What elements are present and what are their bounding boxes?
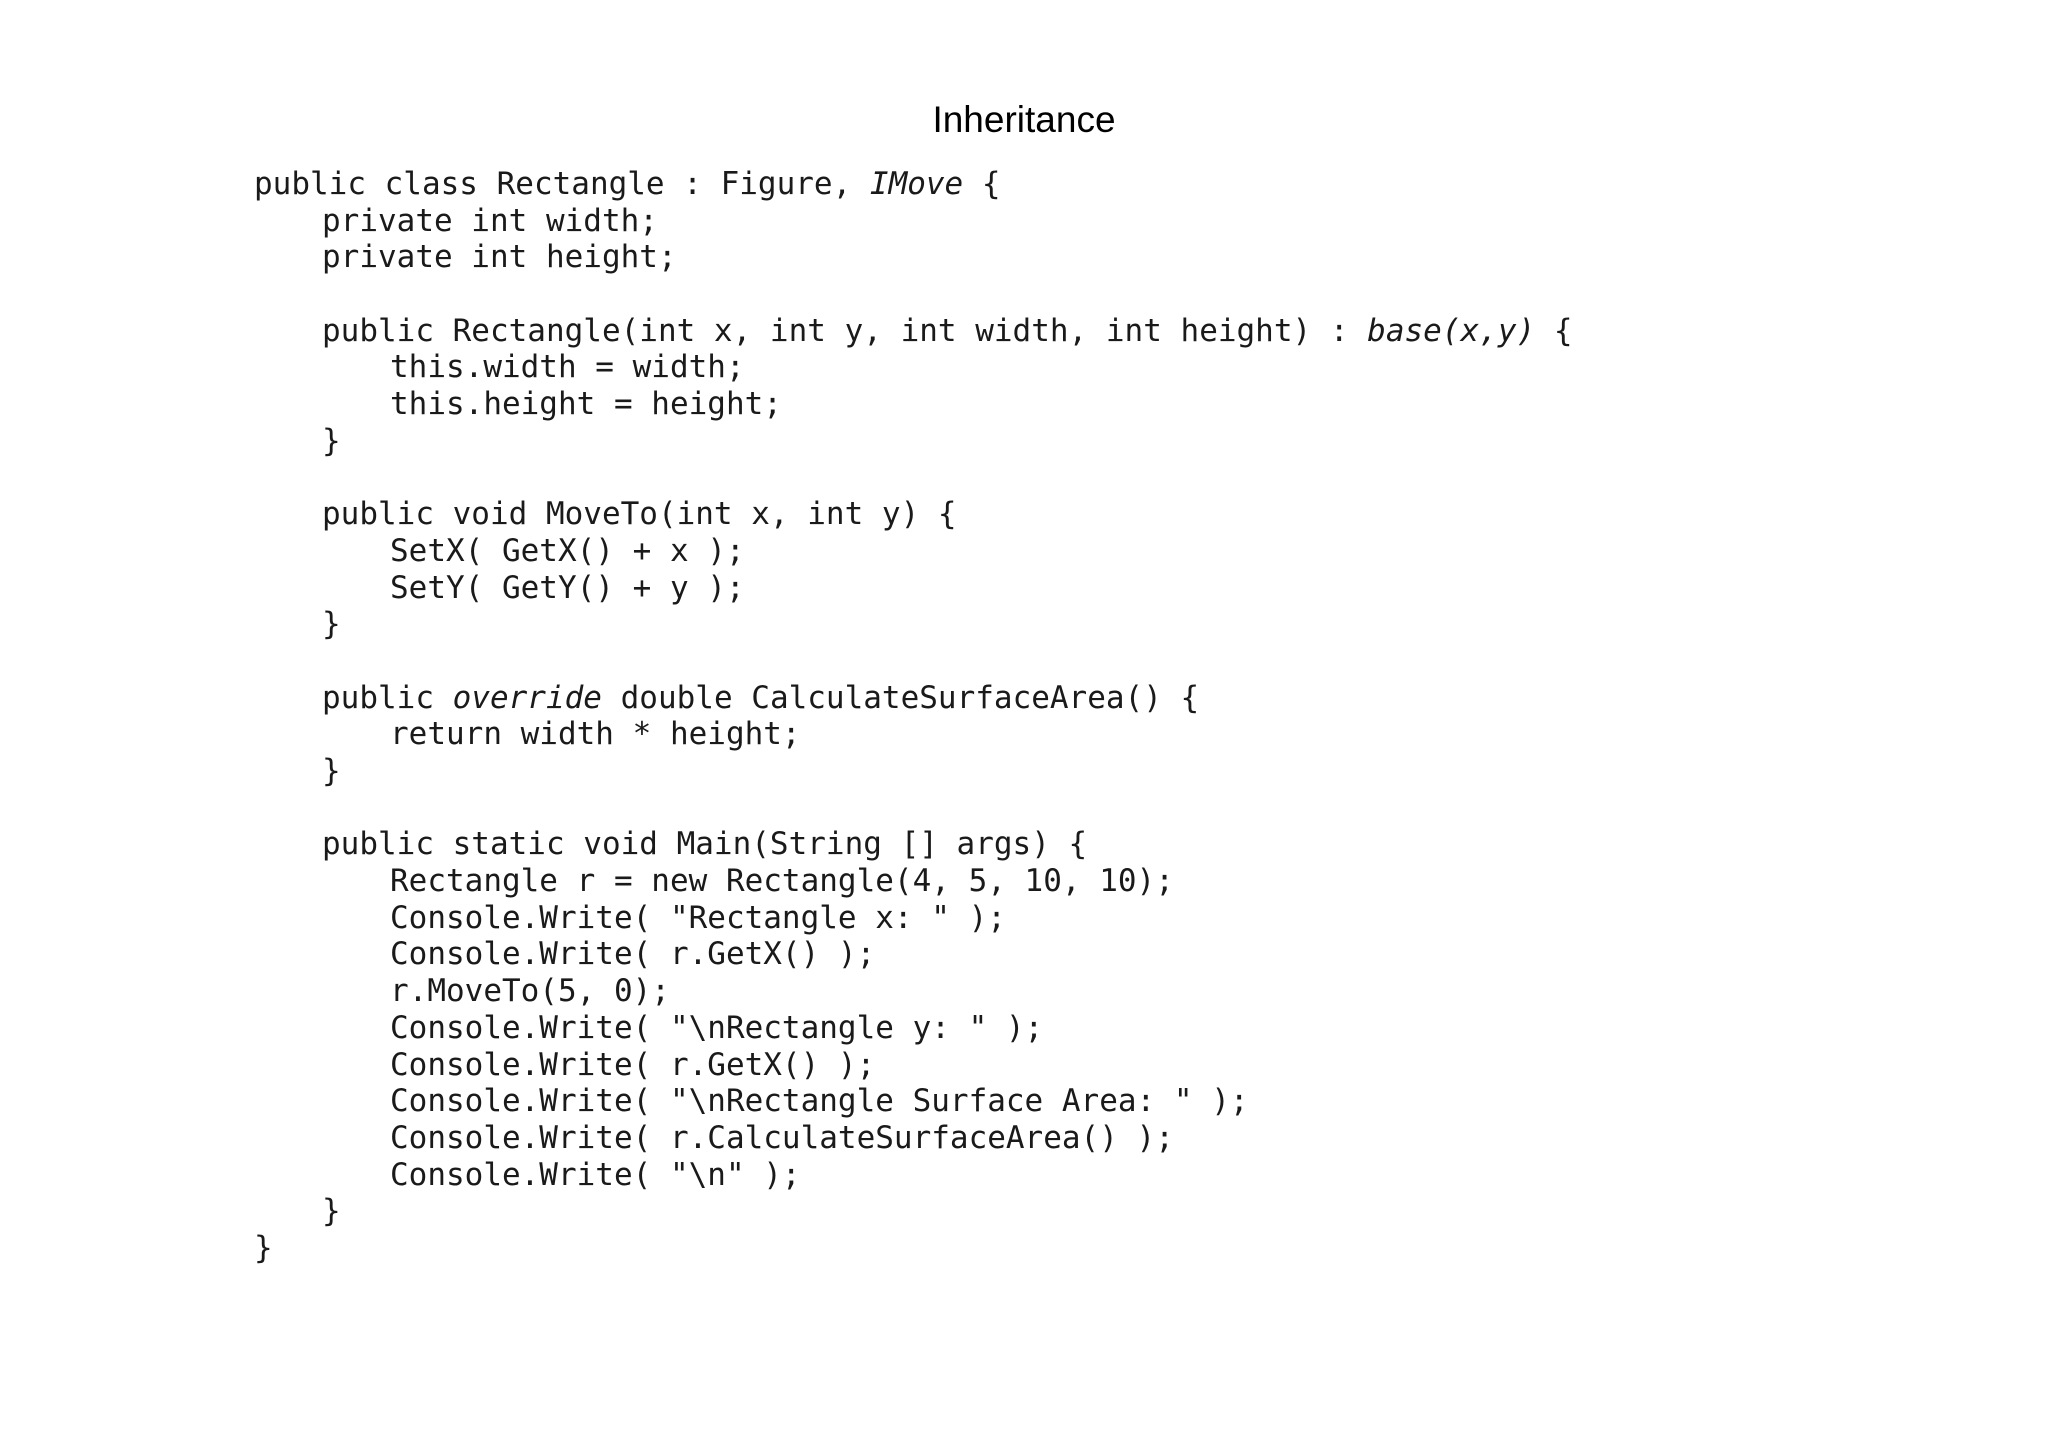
code-line-write-area: Console.Write( r.CalculateSurfaceArea() ); [390,1119,1174,1156]
code-token: public class Rectangle : Figure, [254,166,870,202]
code-token: double CalculateSurfaceArea() { [601,679,1200,716]
code-line-blank [254,460,1572,497]
code-token-interface: IMove [869,166,964,202]
code-line-close-brace: } [322,1193,341,1230]
code-line-close-brace: } [322,753,341,789]
code-line-assign-height: this.height = height; [390,386,782,423]
code-line-area-signature [254,680,1572,717]
code-line-close-brace: } [322,422,341,459]
code-block [254,166,1572,1267]
code-line-field-width: private int width; [322,202,658,239]
code-line-blank [254,276,1572,313]
code-token-override: override [452,679,602,716]
code-line-close-brace: } [322,606,341,643]
code-line-assign-width: this.width = width; [390,349,745,386]
code-line-moveto-call: r.MoveTo(5, 0); [390,973,670,1010]
code-line-field-height: private int height; [322,239,677,276]
code-line-setx: SetX( GetX() + x ); [390,532,745,569]
code-line-write-getx: Console.Write( r.GetX() ); [390,1046,876,1083]
code-line-new-rectangle: Rectangle r = new Rectangle(4, 5, 10, 10); [390,863,1174,900]
code-line-constructor [254,313,1572,350]
code-line-blank [254,790,1572,827]
code-line-write-getx: Console.Write( r.GetX() ); [390,936,876,973]
code-line-write-area-label: Console.Write( "\nRectangle Surface Area: " ); [390,1083,1249,1120]
code-token: { [1535,312,1573,349]
code-line-close-brace: } [254,1229,273,1266]
code-line-write-newline: Console.Write( "\n" ); [390,1156,801,1193]
code-token: public Rectangle(int x, int y, int width, int height) : [322,312,1368,349]
code-line-sety: SetY( GetY() + y ); [390,569,745,606]
code-line-return-area: return width * height; [390,716,801,753]
slide-title: Inheritance [932,99,1116,140]
code-token: { [963,166,1001,202]
code-line-write-y-label: Console.Write( "\nRectangle y: " ); [390,1009,1044,1046]
code-token-base-call: base(x,y) [1367,312,1536,349]
code-token: public [322,679,453,716]
code-line-blank [254,643,1572,680]
code-line-write-x-label: Console.Write( "Rectangle x: " ); [390,899,1006,936]
code-line-main-signature: public static void Main(String [] args) { [322,826,1088,863]
code-line-moveto-signature: public void MoveTo(int x, int y) { [322,496,957,533]
code-line-class-declaration [254,166,1572,203]
